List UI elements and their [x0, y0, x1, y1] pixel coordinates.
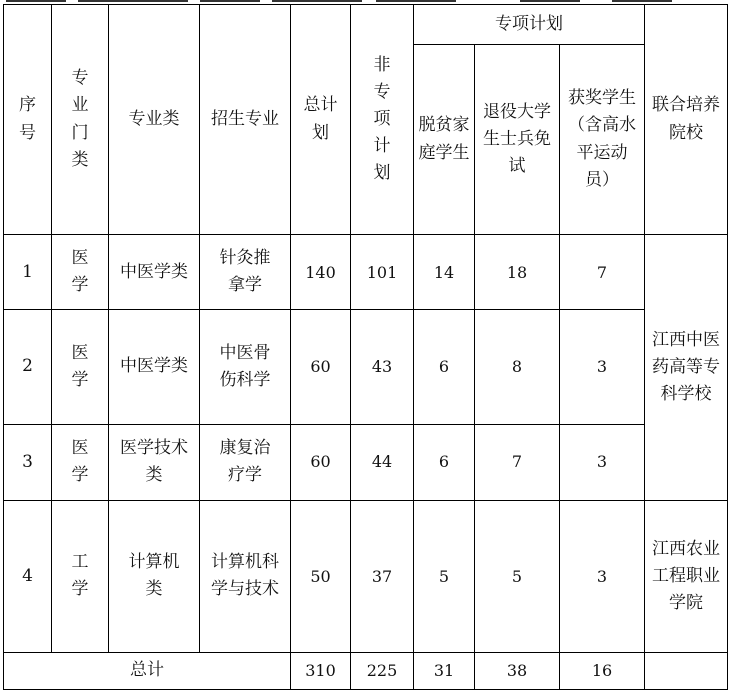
cell-veterans: 7	[475, 424, 560, 500]
cell-discipline: 医学	[52, 424, 109, 500]
cell-major: 针灸推拿学	[200, 235, 291, 310]
cell-major: 康复治疗学	[200, 424, 291, 500]
cell-index: 3	[4, 424, 52, 500]
cell-major-class: 医学技术类	[109, 424, 200, 500]
cell-poverty: 6	[414, 424, 475, 500]
total-sum: 310	[291, 652, 351, 689]
header-joint-school: 联合培养院校	[645, 5, 728, 235]
cell-discipline: 医学	[52, 310, 109, 424]
header-nonspecial: 非专项计划	[351, 5, 414, 235]
cell-award: 3	[560, 424, 645, 500]
header-major: 招生专业	[200, 5, 291, 235]
cell-total: 140	[291, 235, 351, 310]
cell-joint-school: 江西中医药高等专科学校	[645, 235, 728, 500]
cell-joint-school: 江西农业工程职业学院	[645, 500, 728, 652]
cell-total: 60	[291, 424, 351, 500]
cell-index: 2	[4, 310, 52, 424]
header-poverty: 脱贫家庭学生	[414, 45, 475, 235]
total-poverty: 31	[414, 652, 475, 689]
cell-total: 50	[291, 500, 351, 652]
cell-award: 3	[560, 310, 645, 424]
cell-veterans: 8	[475, 310, 560, 424]
total-empty-cell	[645, 652, 728, 689]
cell-major-class: 中医学类	[109, 235, 200, 310]
cell-major-class: 计算机类	[109, 500, 200, 652]
table-row	[4, 310, 728, 424]
cell-poverty: 14	[414, 235, 475, 310]
cell-poverty: 6	[414, 310, 475, 424]
cell-award: 7	[560, 235, 645, 310]
total-row	[4, 652, 728, 689]
cell-major-class: 中医学类	[109, 310, 200, 424]
table-row	[4, 235, 728, 310]
cell-nonspecial: 37	[351, 500, 414, 652]
cell-discipline: 工学	[52, 500, 109, 652]
cell-veterans: 5	[475, 500, 560, 652]
header-award: 获奖学生（含高水平运动员）	[560, 45, 645, 235]
cell-award: 3	[560, 500, 645, 652]
cell-nonspecial: 101	[351, 235, 414, 310]
cell-nonspecial: 44	[351, 424, 414, 500]
header-index: 序号	[4, 5, 52, 235]
table-row	[4, 424, 728, 500]
cell-major: 中医骨伤科学	[200, 310, 291, 424]
cell-index: 4	[4, 500, 52, 652]
header-veterans: 退役大学生士兵免试	[475, 45, 560, 235]
table-row	[4, 500, 728, 652]
cell-total: 60	[291, 310, 351, 424]
header-major-class: 专业类	[109, 5, 200, 235]
total-nonspecial: 225	[351, 652, 414, 689]
cell-veterans: 18	[475, 235, 560, 310]
cell-index: 1	[4, 235, 52, 310]
total-label: 总计	[4, 652, 291, 689]
header-discipline: 专业门类	[52, 5, 109, 235]
header-special-group: 专项计划	[414, 5, 645, 45]
header-row-1	[4, 5, 728, 45]
enrollment-plan-table	[3, 4, 728, 690]
total-award: 16	[560, 652, 645, 689]
header-total: 总计划	[291, 5, 351, 235]
total-veterans: 38	[475, 652, 560, 689]
cell-discipline: 医学	[52, 235, 109, 310]
cell-nonspecial: 43	[351, 310, 414, 424]
cell-poverty: 5	[414, 500, 475, 652]
cell-major: 计算机科学与技术	[200, 500, 291, 652]
